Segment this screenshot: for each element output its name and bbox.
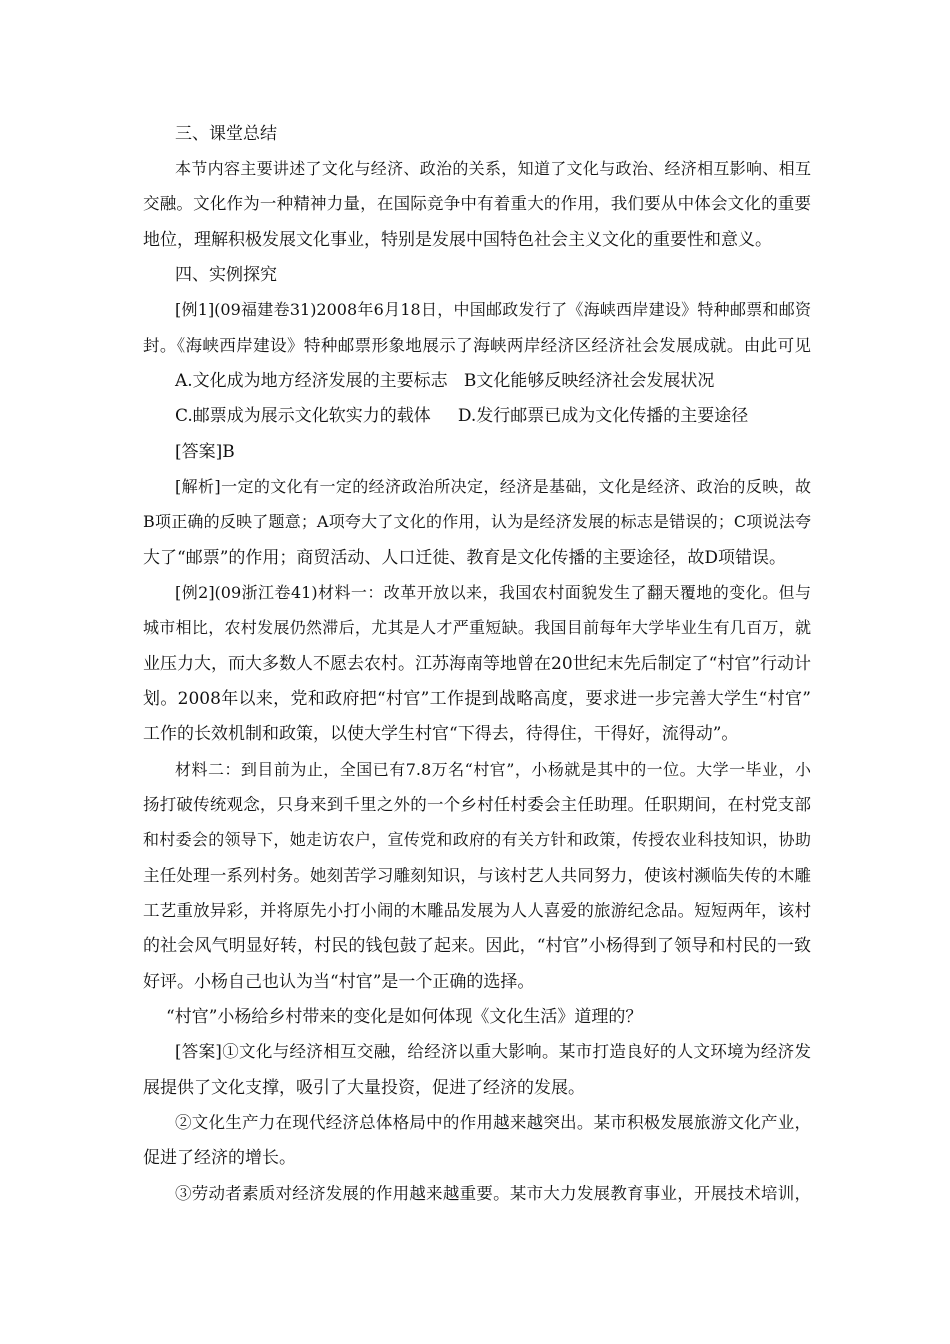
summary-heading: 三、课堂总结 [175, 124, 277, 144]
summary-line: 本节内容主要讲述了文化与经济、政治的关系，知道了文化与政治、经济相互影响、相互 [175, 159, 811, 178]
example2-material2-line: 和村委会的领导下，她走访农户，宣传党和政府的有关方针和政策，传授农业科技知识，协助 [143, 830, 811, 849]
example1-options-line: C.邮票成为展示文化软实力的载体 D.发行邮票已成为文化传播的主要途径 [175, 406, 749, 426]
example2-material1-line: [例2](09浙江卷41)材料一：改革开放以来，我国农村面貌发生了翻天覆地的变化。但与 [175, 583, 811, 602]
example2-answer-line: ③劳动者素质对经济发展的作用越来越重要。某市大力发展教育事业，开展技术培训， [175, 1184, 811, 1203]
summary-line: 交融。文化作为一种精神力量，在国际竞争中有着重大的作用，我们要从中体会文化的重要 [143, 194, 811, 213]
example1-stem-line: [例1](09福建卷31)2008年6月18日，中国邮政发行了《海峡西岸建设》特种邮票和邮资 [175, 300, 811, 319]
example2-material2-line: 好评。小杨自己也认为当“村官”是一个正确的选择。 [143, 972, 535, 992]
example2-answer-line: 促进了经济的增长。 [143, 1148, 296, 1168]
example2-material2-line: 材料二：到目前为止，全国已有7.8万名“村官”，小杨就是其中的一位。大学一毕业，小 [175, 760, 811, 779]
example1-analysis-line: B项正确的反映了题意；A项夸大了文化的作用，认为是经济发展的标志是错误的；C项说法夸 [143, 512, 811, 531]
example2-answer-line: 展提供了文化支撑，吸引了大量投资，促进了经济的发展。 [143, 1078, 585, 1098]
summary-line: 地位，理解积极发展文化事业，特别是发展中国特色社会主义文化的重要性和意义。 [143, 230, 772, 250]
example2-question: “村官”小杨给乡村带来的变化是如何体现《文化生活》道理的？ [166, 1007, 643, 1027]
example2-material1-line: 划。2008年以来，党和政府把“村官”工作提到战略高度，要求进一步完善大学生“村官” [143, 689, 811, 709]
example2-material1-line: 工作的长效机制和政策，以使大学生村官“下得去，待得住，干得好，流得动”。 [143, 724, 739, 744]
example2-material1-line: 业压力大，而大多数人不愿去农村。江苏海南等地曾在20世纪末先后制定了“村官”行动计 [143, 654, 812, 674]
example2-material2-line: 工艺重放异彩，并将原先小打小闹的木雕品发展为人人喜爱的旅游纪念品。短短两年，该村 [143, 901, 811, 920]
example1-analysis-line: [解析]一定的文化有一定的经济政治所决定，经济是基础，文化是经济、政治的反映，故 [175, 477, 811, 496]
example2-material1-line: 城市相比，农村发展仍然滞后，尤其是人才严重短缺。我国目前每年大学毕业生有几百万，就 [143, 618, 811, 637]
example1-options-line: A.文化成为地方经济发展的主要标志 B文化能够反映经济社会发展状况 [175, 371, 715, 391]
examples-heading: 四、实例探究 [175, 265, 277, 285]
example2-answer-line: ②文化生产力在现代经济总体格局中的作用越来越突出。某市积极发展旅游文化产业， [175, 1113, 811, 1132]
example2-material2-line: 的社会风气明显好转，村民的钱包鼓了起来。因此，“村官”小杨得到了领导和村民的一致 [143, 936, 811, 956]
example2-material2-line: 主任处理一系列村务。她刻苦学习雕刻知识，与该村艺人共同努力，使该村濒临失传的木雕 [143, 866, 811, 885]
example2-material2-line: 扬打破传统观念，只身来到千里之外的一个乡村任村委会主任助理。任职期间，在村党支部 [143, 795, 811, 814]
example2-answer-line: [答案]①文化与经济相互交融，给经济以重大影响。某市打造良好的人文环境为经济发 [175, 1042, 811, 1061]
example1-stem-line: 封。《海峡西岸建设》特种邮票形象地展示了海峡两岸经济区经济社会发展成就。由此可见 [143, 336, 811, 355]
example1-analysis-line: 大了“邮票”的作用；商贸活动、人口迁徙、教育是文化传播的主要途径，故D项错误。 [143, 548, 787, 568]
example1-answer: [答案]B [175, 442, 235, 462]
